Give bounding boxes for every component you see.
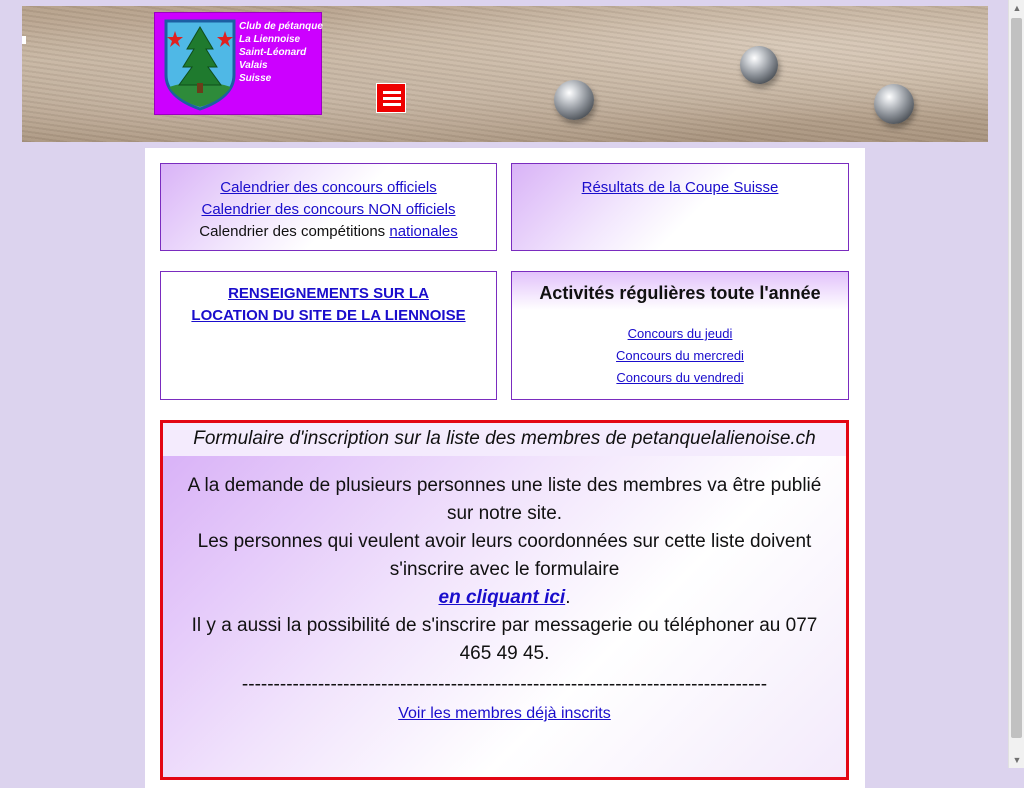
menu-bar-icon [383,97,401,100]
registration-form-box [160,420,849,780]
regular-activities-box [511,271,849,400]
header-banner [22,6,988,142]
club-logo[interactable] [154,12,322,115]
scroll-down-icon[interactable]: ▼ [1012,755,1022,765]
register-click-here-link[interactable]: en cliquant ici [438,587,566,608]
official-calendar-link[interactable]: Calendrier des concours officiels [220,179,437,196]
unofficial-calendar-link[interactable]: Calendrier des concours NON officiels [201,201,456,218]
form-paragraph-2: Les personnes qui veulent avoir leurs coordonnées sur cette liste doivent s'inscrire avec le formulaire [197,531,812,580]
national-calendar-link[interactable]: nationales [389,223,458,240]
form-paragraph-3: Il y a aussi la possibilité de s'inscrire par messagerie ou téléphoner au 077 465 49 45. [191,615,818,664]
form-paragraph-1: A la demande de plusieurs personnes une liste des membres va être publié sur notre site. [187,475,822,524]
petanque-ball-image [740,46,778,84]
main-content [145,148,865,788]
site-rental-link-line2[interactable]: LOCATION DU SITE DE LA LIENNOISE [191,307,466,324]
period-text: . [565,587,571,608]
calendar-box [160,163,497,251]
click-here-line [177,584,832,612]
thursday-contest-link[interactable]: Concours du jeudi [627,326,733,341]
menu-bar-icon [383,91,401,94]
menu-bar-icon [383,103,401,106]
scroll-thumb[interactable] [1011,18,1022,738]
tree-crest-icon [161,17,239,111]
banner-marker [22,36,26,44]
vertical-scrollbar[interactable] [1008,0,1024,768]
form-body [163,456,846,727]
form-title: Formulaire d'inscription sur la liste des membres de petanquelalienoise.ch [163,423,846,456]
scroll-up-icon[interactable]: ▲ [1012,3,1022,13]
wednesday-contest-link[interactable]: Concours du mercredi [616,348,744,363]
results-box [511,163,849,251]
hamburger-menu-button[interactable] [376,83,406,113]
activities-title: Activités régulières toute l'année [539,283,821,303]
swiss-cup-results-link[interactable]: Résultats de la Coupe Suisse [581,179,779,196]
friday-contest-link[interactable]: Concours du vendredi [616,370,744,385]
dashed-separator: ----------------------------------------------------------------------------------- [241,674,768,695]
national-calendar-label: Calendrier des compétitions [199,223,386,240]
logo-text: Club de pétanque La Liennoise Saint-Léonard Valais Suisse [239,21,323,84]
site-rental-link-line1[interactable]: RENSEIGNEMENTS SUR LA [228,285,429,302]
petanque-ball-image [554,80,594,120]
site-rental-box [160,271,497,400]
view-members-link[interactable]: Voir les membres déjà inscrits [398,705,611,722]
petanque-ball-image [874,84,914,124]
